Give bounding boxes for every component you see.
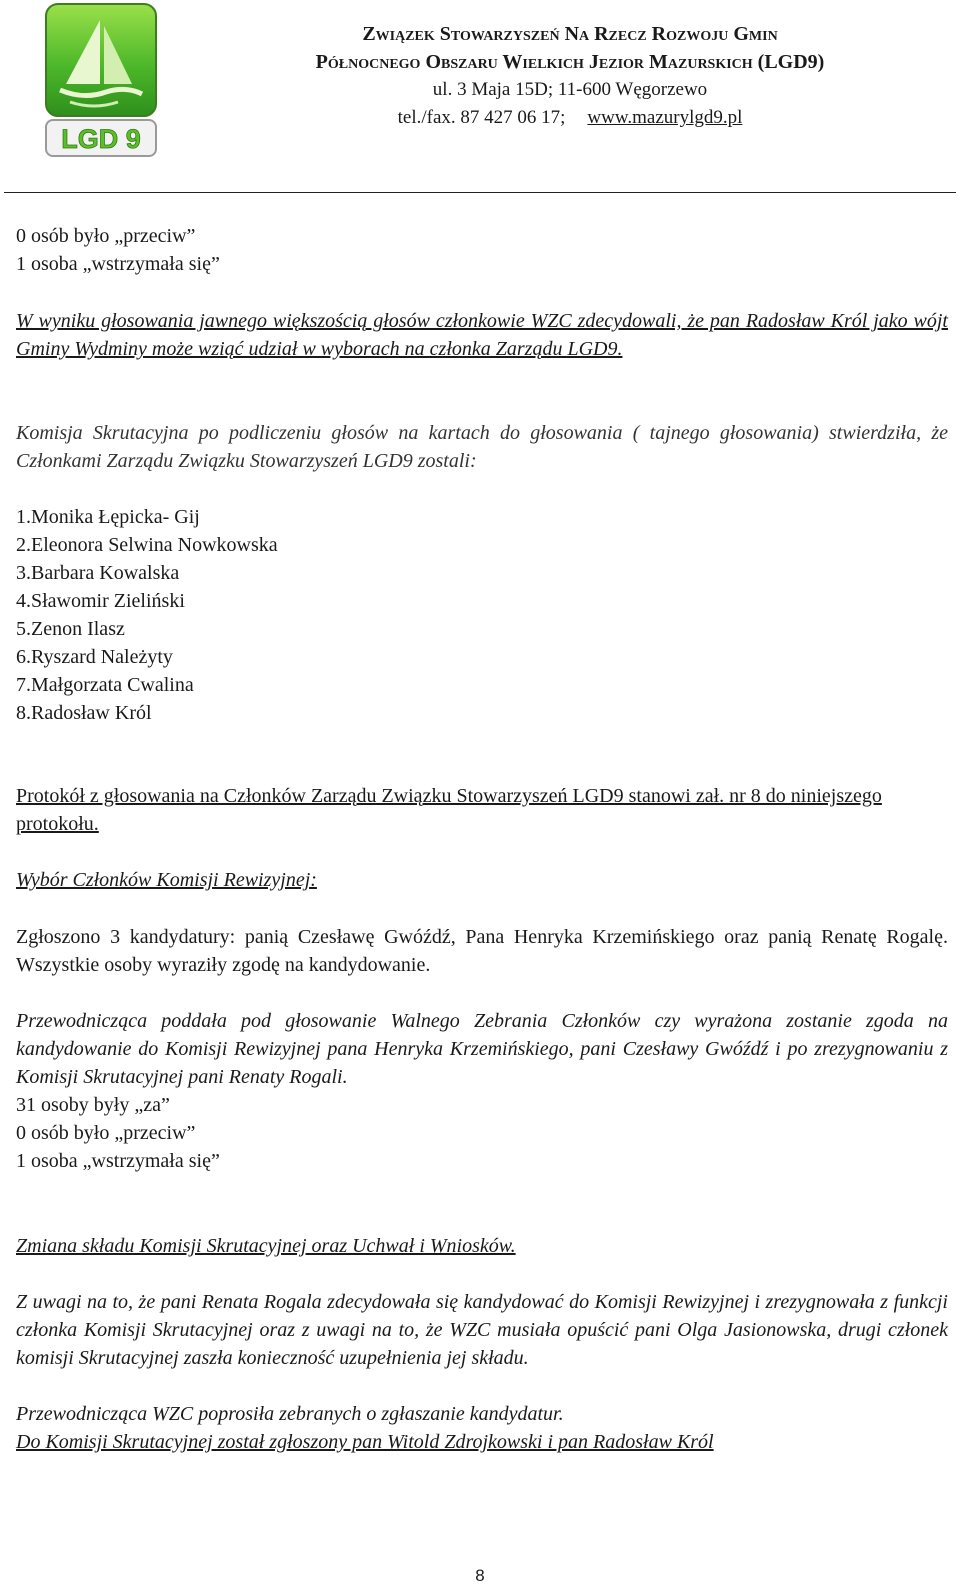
vote-for-2: 31 osoby były „za” [16, 1094, 170, 1116]
protocol-note: Protokół z głosowania na Członków Zarządu Związku Stowarzyszeń LGD9 stanowi zał. nr 8 do niniejszego protokołu. [16, 785, 882, 836]
svg-text:LGD 9: LGD 9 [61, 124, 141, 154]
list-item: 6.Ryszard Należyty [16, 646, 173, 668]
org-contact [200, 104, 940, 132]
page-number: 8 [475, 1566, 485, 1585]
commission-statement: Komisja Skrutacyjna po podliczeniu głosów na kartach do głosowania ( tajnego głosowania) stwierdziła, że Członkami Zarządu Związku Stowarzyszeń LGD9 zostali: [16, 422, 948, 473]
list-item: 7.Małgorzata Cwalina [16, 674, 194, 696]
list-item: 5.Zenon Ilasz [16, 618, 125, 640]
vote-abstain-1: 1 osoba „wstrzymała się” [16, 253, 220, 275]
vote-against-1: 0 osób było „przeciw” [16, 225, 196, 247]
nominations-paragraph: Zgłoszono 3 kandydatury: panią Czesławę Gwóźdź, Pana Henryka Krzemińskiego oraz panią Renatę Rogalę. Wszystkie osoby wyraziły zgodę na kandydowanie. [16, 926, 948, 977]
sailboat-logo-icon [44, 2, 158, 158]
letterhead [200, 20, 940, 132]
list-item: 4.Sławomir Zieliński [16, 590, 185, 612]
org-name-line2: Północnego Obszaru Wielkich Jezior Mazurskich (LGD9) [315, 51, 825, 73]
chair-vote-paragraph: Przewodnicząca poddała pod głosowanie Walnego Zebrania Członków czy wyrażona zostanie zgoda na kandydowanie do Komisji Rewizyjnej pana Henryka Krzemińskiego, pani Czesławy Gwóźdź i po zrezygnowaniu z Komisji Skrutacyjnej pani Renaty Rogali. [16, 1010, 948, 1089]
commission-change-heading: Zmiana składu Komisji Skrutacyjnej oraz Uchwał i Wniosków. [16, 1235, 516, 1257]
audit-commission-heading: Wybór Członków Komisji Rewizyjnej: [16, 869, 317, 891]
org-phone: tel./fax. 87 427 06 17; [397, 107, 566, 128]
list-item: 2.Eleonora Selwina Nowkowska [16, 534, 278, 556]
list-item: 1.Monika Łępicka- Gij [16, 506, 200, 528]
resolution-decision: W wyniku głosowania jawnego większością głosów członkowie WZC zdecydowali, że pan Radosław Król jako wójt Gminy Wydminy może wziąć udział w wyborach na członka Zarządu LGD9. [16, 310, 948, 361]
vote-abstain-2: 1 osoba „wstrzymała się” [16, 1150, 220, 1172]
list-item: 3.Barbara Kowalska [16, 562, 180, 584]
org-website-link[interactable]: www.mazurylgd9.pl [587, 107, 743, 128]
commission-change-paragraph: Z uwagi na to, że pani Renata Rogala zdecydowała się kandydować do Komisji Rewizyjnej i zrezygnowała z funkcji członka Komisji Skrutacyjnej oraz z uwagi na to, że WZC musiała opuścić pani Olga Jasionowska, drugi członek komisji Skrutacyjnej zaszła konieczność uzupełnienia jej składu. [16, 1291, 948, 1370]
vote-against-2: 0 osób było „przeciw” [16, 1122, 196, 1144]
org-address: ul. 3 Maja 15D; 11-600 Węgorzewo [432, 79, 708, 100]
nominated-candidates: Do Komisji Skrutacyjnej został zgłoszony pan Witold Zdrojkowski i pan Radosław Król [16, 1431, 714, 1453]
header-divider [4, 192, 956, 193]
org-name-line1: Związek Stowarzyszeń Na Rzecz Rozwoju Gmin [362, 23, 778, 45]
list-item: 8.Radosław Król [16, 702, 152, 724]
chair-request: Przewodnicząca WZC poprosiła zebranych o zgłaszanie kandydatur. [16, 1403, 564, 1425]
lgd9-logo [44, 2, 158, 158]
